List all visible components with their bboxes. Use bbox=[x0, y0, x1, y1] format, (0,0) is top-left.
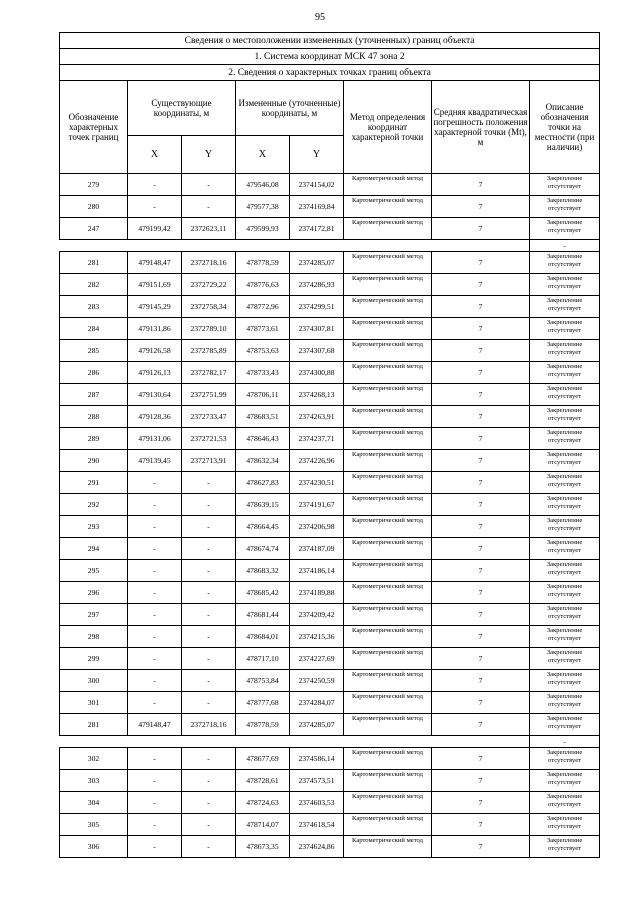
mean-error-cell: 7 bbox=[432, 362, 530, 384]
method-cell: Картометрический метод bbox=[344, 604, 432, 626]
changed-y-cell: 2374189,88 bbox=[290, 582, 344, 604]
mean-error-cell: 7 bbox=[432, 516, 530, 538]
existing-x-cell: - bbox=[128, 472, 182, 494]
existing-y-cell: 2372721,53 bbox=[182, 428, 236, 450]
existing-y-cell: 2372713,91 bbox=[182, 450, 236, 472]
point-number-cell: 281 bbox=[60, 252, 128, 274]
method-cell: Картометрический метод bbox=[344, 406, 432, 428]
mean-error-cell: 7 bbox=[432, 472, 530, 494]
description-cell: Закрепление отсутствует bbox=[530, 604, 600, 626]
changed-x-cell: 479577,38 bbox=[236, 196, 290, 218]
table-row bbox=[60, 252, 600, 274]
method-cell: Картометрический метод bbox=[344, 814, 432, 836]
table-row bbox=[60, 406, 600, 428]
changed-x-cell: 479546,08 bbox=[236, 174, 290, 196]
coordinate-system-title: 1. Система координат МСК 47 зона 2 bbox=[60, 49, 600, 65]
point-number-cell: 281 bbox=[60, 714, 128, 736]
existing-y-cell: 2372718,16 bbox=[182, 252, 236, 274]
point-number-cell: 301 bbox=[60, 692, 128, 714]
table-row bbox=[60, 428, 600, 450]
header-existing-coords: Существующие координаты, м bbox=[128, 81, 236, 136]
point-number-cell: 289 bbox=[60, 428, 128, 450]
point-number-cell: 280 bbox=[60, 196, 128, 218]
existing-y-cell: - bbox=[182, 648, 236, 670]
existing-y-cell: 2372782,17 bbox=[182, 362, 236, 384]
method-cell: Картометрический метод bbox=[344, 582, 432, 604]
table-row bbox=[60, 472, 600, 494]
changed-y-cell: 2374154,02 bbox=[290, 174, 344, 196]
changed-y-cell: 2374215,36 bbox=[290, 626, 344, 648]
changed-x-cell: 478777,68 bbox=[236, 692, 290, 714]
mean-error-cell: 7 bbox=[432, 318, 530, 340]
description-cell: Закрепление отсутствует bbox=[530, 670, 600, 692]
description-cell: Закрепление отсутствует bbox=[530, 626, 600, 648]
description-cell: Закрепление отсутствует bbox=[530, 218, 600, 240]
changed-y-cell: 2374286,93 bbox=[290, 274, 344, 296]
mean-error-cell: 7 bbox=[432, 648, 530, 670]
changed-y-cell: 2374191,67 bbox=[290, 494, 344, 516]
existing-y-cell: 2372729,22 bbox=[182, 274, 236, 296]
changed-x-cell: 478753,84 bbox=[236, 670, 290, 692]
existing-x-cell: 479131,06 bbox=[128, 428, 182, 450]
existing-x-cell: - bbox=[128, 648, 182, 670]
header-changed-x: X bbox=[236, 136, 290, 174]
method-cell: Картометрический метод bbox=[344, 626, 432, 648]
changed-x-cell: 478717,10 bbox=[236, 648, 290, 670]
changed-y-cell: 2374624,86 bbox=[290, 836, 344, 858]
method-cell: Картометрический метод bbox=[344, 428, 432, 450]
changed-x-cell: 478674,74 bbox=[236, 538, 290, 560]
point-number-cell: 285 bbox=[60, 340, 128, 362]
description-cell: Закрепление отсутствует bbox=[530, 252, 600, 274]
table-row bbox=[60, 384, 600, 406]
header-point-designation: Обозначение характерных точек границ bbox=[60, 81, 128, 174]
method-cell: Картометрический метод bbox=[344, 274, 432, 296]
method-cell: Картометрический метод bbox=[344, 560, 432, 582]
existing-x-cell: 479151,69 bbox=[128, 274, 182, 296]
description-cell: Закрепление отсутствует bbox=[530, 714, 600, 736]
description-cell: Закрепление отсутствует bbox=[530, 748, 600, 770]
method-cell: Картометрический метод bbox=[344, 836, 432, 858]
table-row bbox=[60, 770, 600, 792]
description-cell: Закрепление отсутствует bbox=[530, 516, 600, 538]
table-row bbox=[60, 604, 600, 626]
mean-error-cell: 7 bbox=[432, 274, 530, 296]
changed-y-cell: 2374573,51 bbox=[290, 770, 344, 792]
existing-y-cell: - bbox=[182, 582, 236, 604]
point-number-cell: 305 bbox=[60, 814, 128, 836]
description-cell: Закрепление отсутствует bbox=[530, 648, 600, 670]
point-number-cell: 304 bbox=[60, 792, 128, 814]
point-number-cell: 247 bbox=[60, 218, 128, 240]
description-cell: Закрепление отсутствует bbox=[530, 770, 600, 792]
description-cell: Закрепление отсутствует bbox=[530, 174, 600, 196]
changed-y-cell: 2374284,07 bbox=[290, 692, 344, 714]
existing-x-cell: 479131,86 bbox=[128, 318, 182, 340]
method-cell: Картометрический метод bbox=[344, 362, 432, 384]
changed-x-cell: 478683,51 bbox=[236, 406, 290, 428]
existing-y-cell: - bbox=[182, 604, 236, 626]
point-number-cell: 295 bbox=[60, 560, 128, 582]
mean-error-cell: 7 bbox=[432, 174, 530, 196]
changed-y-cell: 2374268,13 bbox=[290, 384, 344, 406]
header-description: Описание обозначения точки на местности (при наличии) bbox=[530, 81, 600, 174]
changed-y-cell: 2374299,51 bbox=[290, 296, 344, 318]
method-cell: Картометрический метод bbox=[344, 340, 432, 362]
existing-x-cell: 479130,64 bbox=[128, 384, 182, 406]
changed-x-cell: 478673,35 bbox=[236, 836, 290, 858]
changed-x-cell: 478632,34 bbox=[236, 450, 290, 472]
mean-error-cell: 7 bbox=[432, 792, 530, 814]
mean-error-cell: 7 bbox=[432, 340, 530, 362]
mean-error-cell: 7 bbox=[432, 626, 530, 648]
existing-x-cell: - bbox=[128, 494, 182, 516]
table-row bbox=[60, 648, 600, 670]
point-number-cell: 299 bbox=[60, 648, 128, 670]
changed-x-cell: 478714,07 bbox=[236, 814, 290, 836]
method-cell: Картометрический метод bbox=[344, 670, 432, 692]
table-row bbox=[60, 814, 600, 836]
existing-y-cell: 2372623,11 bbox=[182, 218, 236, 240]
description-cell: Закрепление отсутствует bbox=[530, 318, 600, 340]
header-existing-y: Y bbox=[182, 136, 236, 174]
table-row bbox=[60, 792, 600, 814]
existing-x-cell: - bbox=[128, 748, 182, 770]
page-number: 95 bbox=[315, 12, 325, 23]
description-cell: Закрепление отсутствует bbox=[530, 792, 600, 814]
existing-x-cell: - bbox=[128, 516, 182, 538]
header-changed-y: Y bbox=[290, 136, 344, 174]
mean-error-cell: 7 bbox=[432, 218, 530, 240]
header-existing-x: X bbox=[128, 136, 182, 174]
table-row bbox=[60, 362, 600, 384]
method-cell: Картометрический метод bbox=[344, 318, 432, 340]
existing-x-cell: 479199,42 bbox=[128, 218, 182, 240]
point-number-cell: 287 bbox=[60, 384, 128, 406]
existing-x-cell: 479148,47 bbox=[128, 714, 182, 736]
method-cell: Картометрический метод bbox=[344, 450, 432, 472]
mean-error-cell: 7 bbox=[432, 196, 530, 218]
method-cell: Картометрический метод bbox=[344, 538, 432, 560]
table-row bbox=[60, 714, 600, 736]
separator-mark: - bbox=[530, 240, 600, 252]
mean-error-cell: 7 bbox=[432, 384, 530, 406]
separator-blank bbox=[60, 736, 530, 748]
changed-x-cell: 478772,96 bbox=[236, 296, 290, 318]
point-number-cell: 306 bbox=[60, 836, 128, 858]
existing-y-cell: 2372751,99 bbox=[182, 384, 236, 406]
separator-blank bbox=[60, 240, 530, 252]
existing-y-cell: - bbox=[182, 692, 236, 714]
changed-y-cell: 2374237,71 bbox=[290, 428, 344, 450]
existing-y-cell: - bbox=[182, 814, 236, 836]
mean-error-cell: 7 bbox=[432, 406, 530, 428]
table-row bbox=[60, 626, 600, 648]
point-number-cell: 279 bbox=[60, 174, 128, 196]
changed-y-cell: 2374285,07 bbox=[290, 252, 344, 274]
existing-x-cell: - bbox=[128, 538, 182, 560]
mean-error-cell: 7 bbox=[432, 494, 530, 516]
mean-error-cell: 7 bbox=[432, 670, 530, 692]
changed-x-cell: 478778,59 bbox=[236, 714, 290, 736]
point-number-cell: 282 bbox=[60, 274, 128, 296]
existing-x-cell: - bbox=[128, 560, 182, 582]
existing-y-cell: 2372785,89 bbox=[182, 340, 236, 362]
point-number-cell: 303 bbox=[60, 770, 128, 792]
existing-y-cell: - bbox=[182, 538, 236, 560]
header-method: Метод определения координат характерной точки bbox=[344, 81, 432, 174]
point-number-cell: 296 bbox=[60, 582, 128, 604]
changed-x-cell: 478646,43 bbox=[236, 428, 290, 450]
mean-error-cell: 7 bbox=[432, 604, 530, 626]
table-row bbox=[60, 692, 600, 714]
changed-y-cell: 2374172,81 bbox=[290, 218, 344, 240]
existing-x-cell: - bbox=[128, 174, 182, 196]
changed-y-cell: 2374307,81 bbox=[290, 318, 344, 340]
method-cell: Картометрический метод bbox=[344, 174, 432, 196]
existing-y-cell: - bbox=[182, 516, 236, 538]
method-cell: Картометрический метод bbox=[344, 714, 432, 736]
method-cell: Картометрический метод bbox=[344, 648, 432, 670]
changed-y-cell: 2374300,88 bbox=[290, 362, 344, 384]
method-cell: Картометрический метод bbox=[344, 770, 432, 792]
existing-y-cell: 2372733,47 bbox=[182, 406, 236, 428]
mean-error-cell: 7 bbox=[432, 296, 530, 318]
changed-y-cell: 2374187,09 bbox=[290, 538, 344, 560]
table-row bbox=[60, 450, 600, 472]
description-cell: Закрепление отсутствует bbox=[530, 582, 600, 604]
existing-x-cell: 479148,47 bbox=[128, 252, 182, 274]
changed-x-cell: 478664,45 bbox=[236, 516, 290, 538]
point-number-cell: 300 bbox=[60, 670, 128, 692]
changed-x-cell: 478773,61 bbox=[236, 318, 290, 340]
changed-y-cell: 2374603,53 bbox=[290, 792, 344, 814]
method-cell: Картометрический метод bbox=[344, 218, 432, 240]
mean-error-cell: 7 bbox=[432, 748, 530, 770]
changed-x-cell: 478724,63 bbox=[236, 792, 290, 814]
table-row bbox=[60, 670, 600, 692]
changed-x-cell: 478639,15 bbox=[236, 494, 290, 516]
boundary-points-table bbox=[59, 32, 600, 858]
changed-x-cell: 478684,01 bbox=[236, 626, 290, 648]
description-cell: Закрепление отсутствует bbox=[530, 692, 600, 714]
existing-y-cell: - bbox=[182, 626, 236, 648]
description-cell: Закрепление отсутствует bbox=[530, 384, 600, 406]
table-row bbox=[60, 174, 600, 196]
method-cell: Картометрический метод bbox=[344, 252, 432, 274]
changed-x-cell: 478683,32 bbox=[236, 560, 290, 582]
point-number-cell: 286 bbox=[60, 362, 128, 384]
changed-x-cell: 478733,43 bbox=[236, 362, 290, 384]
changed-x-cell: 478681,44 bbox=[236, 604, 290, 626]
existing-x-cell: - bbox=[128, 604, 182, 626]
changed-x-cell: 478685,42 bbox=[236, 582, 290, 604]
changed-y-cell: 2374586,14 bbox=[290, 748, 344, 770]
changed-y-cell: 2374618,54 bbox=[290, 814, 344, 836]
method-cell: Картометрический метод bbox=[344, 384, 432, 406]
changed-x-cell: 478706,11 bbox=[236, 384, 290, 406]
method-cell: Картометрический метод bbox=[344, 516, 432, 538]
existing-y-cell: 2372758,34 bbox=[182, 296, 236, 318]
existing-x-cell: - bbox=[128, 814, 182, 836]
existing-x-cell: - bbox=[128, 626, 182, 648]
existing-x-cell: - bbox=[128, 836, 182, 858]
changed-y-cell: 2374250,59 bbox=[290, 670, 344, 692]
method-cell: Картометрический метод bbox=[344, 748, 432, 770]
changed-y-cell: 2374230,51 bbox=[290, 472, 344, 494]
mean-error-cell: 7 bbox=[432, 692, 530, 714]
description-cell: Закрепление отсутствует bbox=[530, 814, 600, 836]
changed-y-cell: 2374209,42 bbox=[290, 604, 344, 626]
mean-error-cell: 7 bbox=[432, 814, 530, 836]
existing-y-cell: - bbox=[182, 174, 236, 196]
existing-x-cell: 479126,58 bbox=[128, 340, 182, 362]
description-cell: Закрепление отсутствует bbox=[530, 494, 600, 516]
existing-x-cell: - bbox=[128, 196, 182, 218]
description-cell: Закрепление отсутствует bbox=[530, 340, 600, 362]
description-cell: Закрепление отсутствует bbox=[530, 406, 600, 428]
mean-error-cell: 7 bbox=[432, 770, 530, 792]
method-cell: Картометрический метод bbox=[344, 792, 432, 814]
existing-x-cell: 479145,29 bbox=[128, 296, 182, 318]
table-row bbox=[60, 516, 600, 538]
changed-x-cell: 479599,93 bbox=[236, 218, 290, 240]
changed-y-cell: 2374186,14 bbox=[290, 560, 344, 582]
point-number-cell: 283 bbox=[60, 296, 128, 318]
existing-x-cell: - bbox=[128, 670, 182, 692]
description-cell: Закрепление отсутствует bbox=[530, 362, 600, 384]
table-row bbox=[60, 494, 600, 516]
method-cell: Картометрический метод bbox=[344, 472, 432, 494]
existing-y-cell: - bbox=[182, 792, 236, 814]
changed-x-cell: 478753,63 bbox=[236, 340, 290, 362]
method-cell: Картометрический метод bbox=[344, 296, 432, 318]
mean-error-cell: 7 bbox=[432, 836, 530, 858]
point-number-cell: 302 bbox=[60, 748, 128, 770]
mean-error-cell: 7 bbox=[432, 252, 530, 274]
table-row bbox=[60, 296, 600, 318]
header-mean-error: Средняя квадратическая погрешность положения характерной точки (Mt), м bbox=[432, 81, 530, 174]
existing-x-cell: - bbox=[128, 582, 182, 604]
points-section-title: 2. Сведения о характерных точках границ объекта bbox=[60, 65, 600, 81]
existing-x-cell: - bbox=[128, 792, 182, 814]
changed-x-cell: 478776,63 bbox=[236, 274, 290, 296]
changed-x-cell: 478778,59 bbox=[236, 252, 290, 274]
description-cell: Закрепление отсутствует bbox=[530, 296, 600, 318]
point-number-cell: 288 bbox=[60, 406, 128, 428]
method-cell: Картометрический метод bbox=[344, 196, 432, 218]
mean-error-cell: 7 bbox=[432, 450, 530, 472]
method-cell: Картометрический метод bbox=[344, 692, 432, 714]
mean-error-cell: 7 bbox=[432, 582, 530, 604]
method-cell: Картометрический метод bbox=[344, 494, 432, 516]
existing-y-cell: 2372718,16 bbox=[182, 714, 236, 736]
point-number-cell: 291 bbox=[60, 472, 128, 494]
existing-x-cell: 479126,13 bbox=[128, 362, 182, 384]
changed-y-cell: 2374169,84 bbox=[290, 196, 344, 218]
existing-y-cell: - bbox=[182, 748, 236, 770]
table-row bbox=[60, 748, 600, 770]
existing-y-cell: 2372789,10 bbox=[182, 318, 236, 340]
changed-y-cell: 2374263,91 bbox=[290, 406, 344, 428]
table-title: Сведения о местоположении измененных (уточненных) границ объекта bbox=[60, 33, 600, 49]
changed-x-cell: 478627,83 bbox=[236, 472, 290, 494]
point-number-cell: 292 bbox=[60, 494, 128, 516]
point-number-cell: 297 bbox=[60, 604, 128, 626]
existing-x-cell: - bbox=[128, 770, 182, 792]
table-row bbox=[60, 196, 600, 218]
description-cell: Закрепление отсутствует bbox=[530, 450, 600, 472]
mean-error-cell: 7 bbox=[432, 428, 530, 450]
existing-y-cell: - bbox=[182, 770, 236, 792]
separator-row bbox=[60, 736, 600, 748]
existing-y-cell: - bbox=[182, 836, 236, 858]
table-row bbox=[60, 318, 600, 340]
existing-x-cell: - bbox=[128, 692, 182, 714]
point-number-cell: 298 bbox=[60, 626, 128, 648]
description-cell: Закрепление отсутствует bbox=[530, 472, 600, 494]
mean-error-cell: 7 bbox=[432, 538, 530, 560]
table-row bbox=[60, 274, 600, 296]
description-cell: Закрепление отсутствует bbox=[530, 274, 600, 296]
existing-y-cell: - bbox=[182, 494, 236, 516]
table-row bbox=[60, 836, 600, 858]
mean-error-cell: 7 bbox=[432, 560, 530, 582]
changed-y-cell: 2374227,69 bbox=[290, 648, 344, 670]
separator-row bbox=[60, 240, 600, 252]
table-row bbox=[60, 340, 600, 362]
point-number-cell: 293 bbox=[60, 516, 128, 538]
existing-x-cell: 479128,36 bbox=[128, 406, 182, 428]
table-row bbox=[60, 218, 600, 240]
point-number-cell: 294 bbox=[60, 538, 128, 560]
existing-y-cell: - bbox=[182, 472, 236, 494]
description-cell: Закрепление отсутствует bbox=[530, 560, 600, 582]
changed-y-cell: 2374206,98 bbox=[290, 516, 344, 538]
point-number-cell: 284 bbox=[60, 318, 128, 340]
changed-x-cell: 478677,69 bbox=[236, 748, 290, 770]
point-number-cell: 290 bbox=[60, 450, 128, 472]
existing-y-cell: - bbox=[182, 670, 236, 692]
table-row bbox=[60, 538, 600, 560]
changed-x-cell: 478728,61 bbox=[236, 770, 290, 792]
separator-mark: - bbox=[530, 736, 600, 748]
description-cell: Закрепление отсутствует bbox=[530, 836, 600, 858]
mean-error-cell: 7 bbox=[432, 714, 530, 736]
existing-y-cell: - bbox=[182, 196, 236, 218]
existing-x-cell: 479139,45 bbox=[128, 450, 182, 472]
description-cell: Закрепление отсутствует bbox=[530, 196, 600, 218]
description-cell: Закрепление отсутствует bbox=[530, 428, 600, 450]
header-changed-coords: Измененные (уточненные) координаты, м bbox=[236, 81, 344, 136]
changed-y-cell: 2374226,96 bbox=[290, 450, 344, 472]
table-row bbox=[60, 560, 600, 582]
changed-y-cell: 2374285,07 bbox=[290, 714, 344, 736]
table-row bbox=[60, 582, 600, 604]
description-cell: Закрепление отсутствует bbox=[530, 538, 600, 560]
changed-y-cell: 2374307,68 bbox=[290, 340, 344, 362]
existing-y-cell: - bbox=[182, 560, 236, 582]
